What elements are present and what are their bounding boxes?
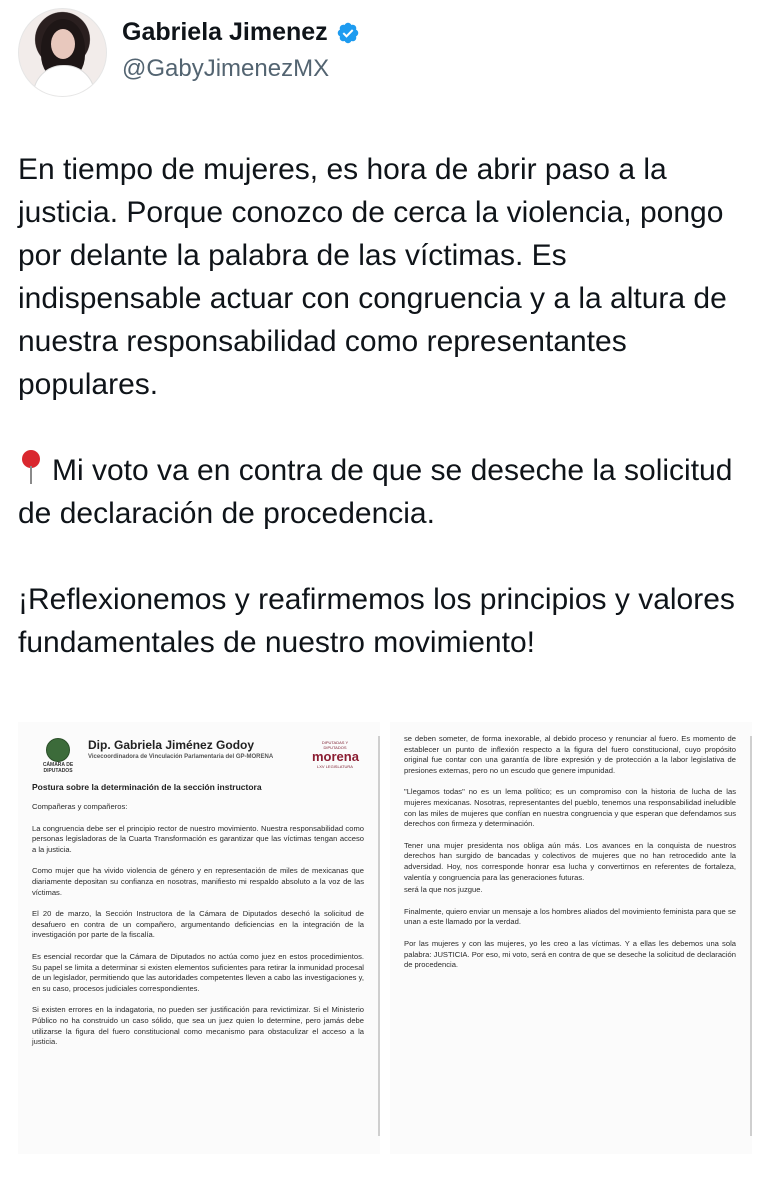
- name-row: [122, 18, 360, 47]
- page-edge: [378, 736, 380, 1136]
- document-author-role: Vicecoordinadora de Vinculación Parlamentaria del GP-MORENA: [88, 754, 274, 760]
- document-image-page-1[interactable]: [18, 722, 380, 1154]
- tweet-text: [18, 148, 753, 707]
- round-pushpin-icon: [18, 450, 44, 484]
- tweet-paragraph: Mi voto va en contra de que se deseche la solicitud de declaración de procedencia.: [18, 449, 753, 535]
- document-letterhead: [38, 738, 358, 778]
- tweet-paragraph: En tiempo de mujeres, es hora de abrir paso a la justicia. Porque conozco de cerca la violencia, pongo por delante la palabra de las víctimas. Es indispensable actuar con congruencia y a la altura de nuestra responsabilidad como representantes populares.: [18, 153, 727, 401]
- tweet-media[interactable]: [18, 722, 753, 1154]
- display-name[interactable]: Gabriela Jimenez: [122, 18, 328, 46]
- verified-badge-icon: [336, 21, 360, 45]
- tweet-header: [18, 8, 758, 103]
- document-body: Compañeras y compañeros: La congruencia debe ser el principio rector de nuestro movimiento. Nuestra responsabilidad como personas legisladoras de la Cuarta Transformación es garantizar que las víctimas tengan acceso a la justicia. Como mujer que ha vivido violencia de género y en representación de miles de mexicanas que diariamente depositan su confianza en nosotras, manifiesto mi respaldo absoluto a la voz de las víctimas. El 20 de marzo, la Sección Instructora de la Cámara de Diputados desechó la solicitud de desafuero en contra de un compañero, argumentando deficiencias en la integración de la investigación por parte de la fiscalía. Es esencial recordar que la Cámara de Diputados no actúa como juez en estos procedimientos. Su papel se limita a determinar si existen elementos suficientes para retirar la inmunidad procesal de un legislador, permitiendo que las autoridades competentes lleven a cabo las investigaciones y, en su caso, procesos judiciales correspondientes. Si existen errores en la indagatoria, no pueden ser justificación para revictimizar. Si el Ministerio Público no ha construido un caso sólido, que sea un juez quien lo determine, pero jamás debe utilizarse la figura del fuero constitucional como mecanismo para obstaculizar el acceso a la justicia.: [32, 802, 364, 1047]
- avatar[interactable]: [18, 8, 107, 97]
- morena-logo: DIPUTADAS Y DIPUTADOS morena LXV LEGISLATURA: [312, 740, 359, 769]
- document-image-page-2[interactable]: [390, 722, 752, 1154]
- camara-diputados-logo: CÁMARA DE DIPUTADOS: [38, 738, 78, 778]
- page-edge: [750, 736, 752, 1136]
- document-heading: Postura sobre la determinación de la sección instructora: [32, 782, 262, 792]
- tweet-paragraph: ¡Reflexionemos y reafirmemos los principios y valores fundamentales de nuestro movimiento!: [18, 583, 735, 659]
- user-handle[interactable]: @GabyJimenezMX: [122, 55, 330, 82]
- document-author: Dip. Gabriela Jiménez Godoy: [88, 738, 255, 752]
- document-body: se deben someter, de forma inexorable, al debido proceso y renunciar al fuero. Es momento de establecer un punto de inflexión respecto a la figura del fuero constitucional, cuyo propósito original fue contar con una garantía de libre expresión y de protección a la labor legislativa de presiones externas, pero no un escudo que genere impunidad. "Llegamos todas" no es un lema político; es un compromiso con la historia de lucha de las mujeres mexicanas. Nosotras, representantes del pueblo, tenemos una responsabilidad ineludible con las miles de mujeres que confían en nuestra congruencia y que esperan que defendamos sus derechos con firmeza y determinación. Tener una mujer presidenta nos obliga aún más. Los avances en la conquista de nuestros derechos han surgido de bancadas y colectivos de mujeres que no han retrocedido ante la adversidad. Hoy, nos corresponde honrar esa lucha y convertirnos en referentes de fortaleza, valentía y congruencia para las generaciones futuras. será la que nos juzgue. Finalmente, quiero enviar un mensaje a los hombres aliados del movimiento feminista para que se unan a este llamado por la verdad. Por las mujeres y con las mujeres, yo les creo a las víctimas. Y a ellas les debemos una sola palabra: JUSTICIA. Por eso, mi voto, será en contra de que se deseche la solicitud de declaración de procedencia.: [404, 734, 736, 970]
